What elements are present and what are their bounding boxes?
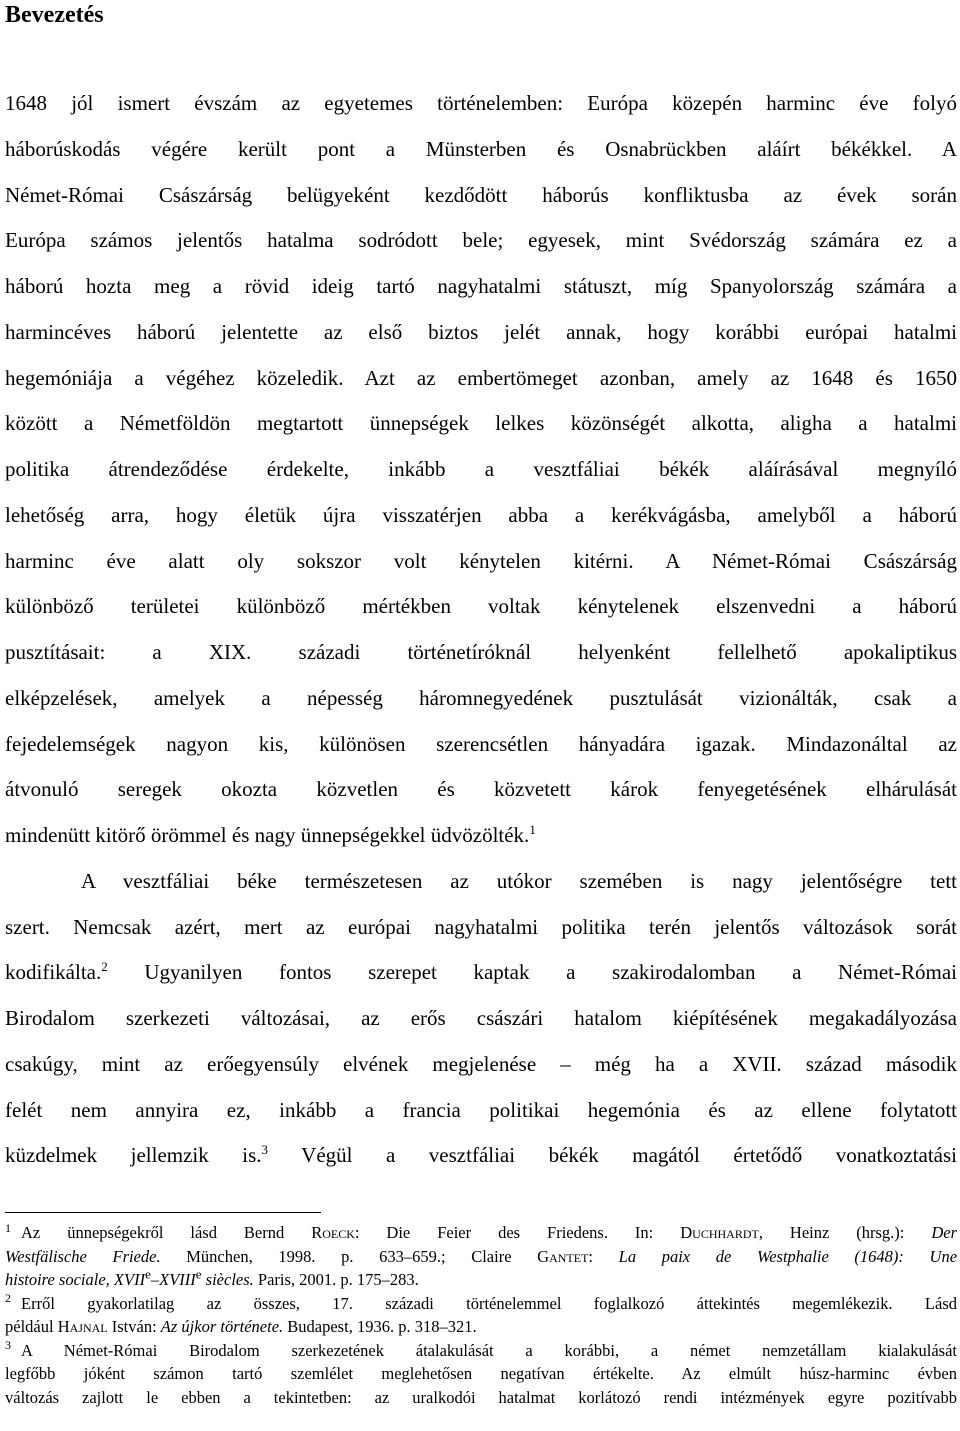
footnote-text: Paris, 2001. p. 175–283. <box>257 1270 419 1289</box>
text-line: szert. Nemcsak azért, mert az európai nagyhatalmi politika terén jelentős változások sorát <box>5 914 957 939</box>
text-line: háborúskodás végére került pont a Münsterben és Osnabrückben aláírt békékkel. A <box>5 136 957 161</box>
text-line: felét nem annyira ez, inkább a francia politikai hegemónia és az ellene folytatott <box>5 1097 957 1122</box>
text-line: elképzelések, amelyek a népesség háromnegyedének pusztulását vizionálták, csak a <box>5 685 957 710</box>
footnote-text: A Német-Római Birodalom szerkezetének átalakulását a korábbi, a német nemzetállam kialakulását <box>21 1340 957 1360</box>
book-title: Der <box>931 1223 958 1242</box>
footnote-text: Budapest, 1936. p. 318–321. <box>287 1317 477 1336</box>
text-line: hegemóniája a végéhez közeledik. Azt az embertömeget azonban, amely az 1648 és 1650 <box>5 365 957 390</box>
text-segment: mindenütt kitörő örömmel és nagy ünnepségekkel üdvözölték. <box>5 823 530 847</box>
superscript: e <box>145 1266 151 1282</box>
section-heading: Bevezetés <box>5 2 104 28</box>
text-segment: küzdelmek jellemzik is. <box>5 1143 262 1168</box>
text-line: 1648 jól ismert évszám az egyetemes történelemben: Európa közepén harminc éve folyó <box>5 91 957 115</box>
text-line: fejedelemségek nagyon kis, különösen szerencsétlen hányadára igazak. Mindazonáltal az <box>5 731 957 756</box>
book-title: Westfälische Friede. <box>5 1246 161 1266</box>
text-line <box>5 1136 957 1182</box>
footnote-text: München, 1998. p. 633–659.; Claire <box>186 1246 512 1266</box>
footnote-3-line: változás zajlott le ebben a tekintetben: az uralkodói hatalmat korlátozó rendi intézmények egyre pozitívabb <box>5 1387 957 1407</box>
footnote-1-line <box>5 1268 957 1292</box>
footnote-number: 3 <box>5 1338 11 1352</box>
author-name: Roeck <box>311 1223 355 1242</box>
text-segment: Ugyanilyen fontos szerepet kaptak a szakirodalomban a Német-Római <box>144 960 958 985</box>
footnote-separator <box>5 1212 321 1213</box>
author-name: Duchhardt <box>680 1223 759 1242</box>
footnote-text: István: <box>111 1317 157 1336</box>
book-title: La paix de Westphalie (1648): Une <box>618 1246 958 1266</box>
footnote-text: Az ünnepségekről lásd Bernd <box>21 1223 285 1242</box>
text-line: harminc éve alatt oly sokszor volt kénytelen kitérni. A Német-Római Császárság <box>5 548 957 573</box>
footnote-text: , Heinz (hrsg.): <box>758 1223 905 1242</box>
footnote-2 <box>5 1292 957 1316</box>
footnote-reference[interactable]: 2 <box>101 959 108 975</box>
author-name: Hajnal <box>57 1317 108 1336</box>
footnote-number: 1 <box>5 1220 11 1235</box>
text-line: lehetőség arra, hogy életük újra visszatérjen abba a kerékvágásba, amelyből a háború <box>5 502 957 527</box>
footnote-1 <box>5 1221 957 1245</box>
author-name: Gantet <box>537 1246 589 1266</box>
footnote-text: : <box>588 1246 594 1266</box>
text-line <box>5 816 957 862</box>
book-title: histoire sociale, XVII <box>5 1270 146 1289</box>
footnote-text: Erről gyakorlatilag az összes, 17. századi történelemmel foglalkozó áttekintés megemlékezik. Lásd <box>21 1293 957 1313</box>
footnote-1-line <box>5 1245 957 1269</box>
footnote-reference[interactable]: 3 <box>261 1142 269 1158</box>
footnote-3 <box>5 1339 957 1363</box>
footnote-3-line: legfőbb jóként számon tartó szemlélet meglehetősen negatívan értékelte. Az elmúlt húsz-harminc évben <box>5 1364 957 1383</box>
superscript: e <box>195 1266 202 1282</box>
text-line <box>5 953 957 999</box>
text-line: háború hozta meg a rövid ideig tartó nagyhatalmi státuszt, míg Spanyolország számára a <box>5 274 957 298</box>
text-line: között a Németföldön megtartott ünnepségek lelkes közönségét alkotta, aligha a hatalmi <box>5 411 957 436</box>
book-title: Az újkor története. <box>160 1317 284 1336</box>
footnote-2-line <box>5 1315 957 1339</box>
text-segment: kodifikálta. <box>5 960 102 985</box>
text-line: Német-Római Császárság belügyeként kezdődött háborús konfliktusba az évek során <box>5 182 957 207</box>
footnote-number: 2 <box>5 1291 11 1305</box>
text-line: politika átrendeződése érdekelte, inkább a vesztfáliai békék aláírásával megnyíló <box>5 457 957 481</box>
text-line: harmincéves háború jelentette az első biztos jelét annak, hogy korábbi európai hatalmi <box>5 319 957 344</box>
book-title: siècles. <box>205 1270 254 1289</box>
footnote-text: : Die Feier des Friedens. In: <box>354 1223 654 1242</box>
text-line: pusztításait: a XIX. századi történetíróknál helyenként fellelhető apokaliptikus <box>5 640 957 664</box>
footnote-reference[interactable]: 1 <box>529 822 536 837</box>
footnote-text: például <box>5 1317 54 1336</box>
text-line: Birodalom szerkezeti változásai, az erős császári hatalom kiépítésének megakadályozása <box>5 1006 957 1030</box>
text-line: A vesztfáliai béke természetesen az utókor szemében is nagy jelentőségre tett <box>81 868 957 893</box>
text-line: Európa számos jelentős hatalma sodródott bele; egyesek, mint Svédország számára ez a <box>5 228 957 253</box>
text-line: különböző területei különböző mértékben voltak kénytelenek elszenvedni a háború <box>5 594 957 619</box>
footnotes <box>5 1221 957 1409</box>
text-line: átvonuló seregek okozta közvetlen és közvetett károk fenyegetésének elhárulását <box>5 777 957 802</box>
text-segment: Végül a vesztfáliai békék magától értetődő vonatkoztatási <box>301 1143 957 1168</box>
body-text <box>5 84 957 1182</box>
text-line: csakúgy, mint az erőegyensúly elvének megjelenése – még ha a XVII. század második <box>5 1051 957 1076</box>
book-title: –XVIII <box>150 1270 196 1289</box>
